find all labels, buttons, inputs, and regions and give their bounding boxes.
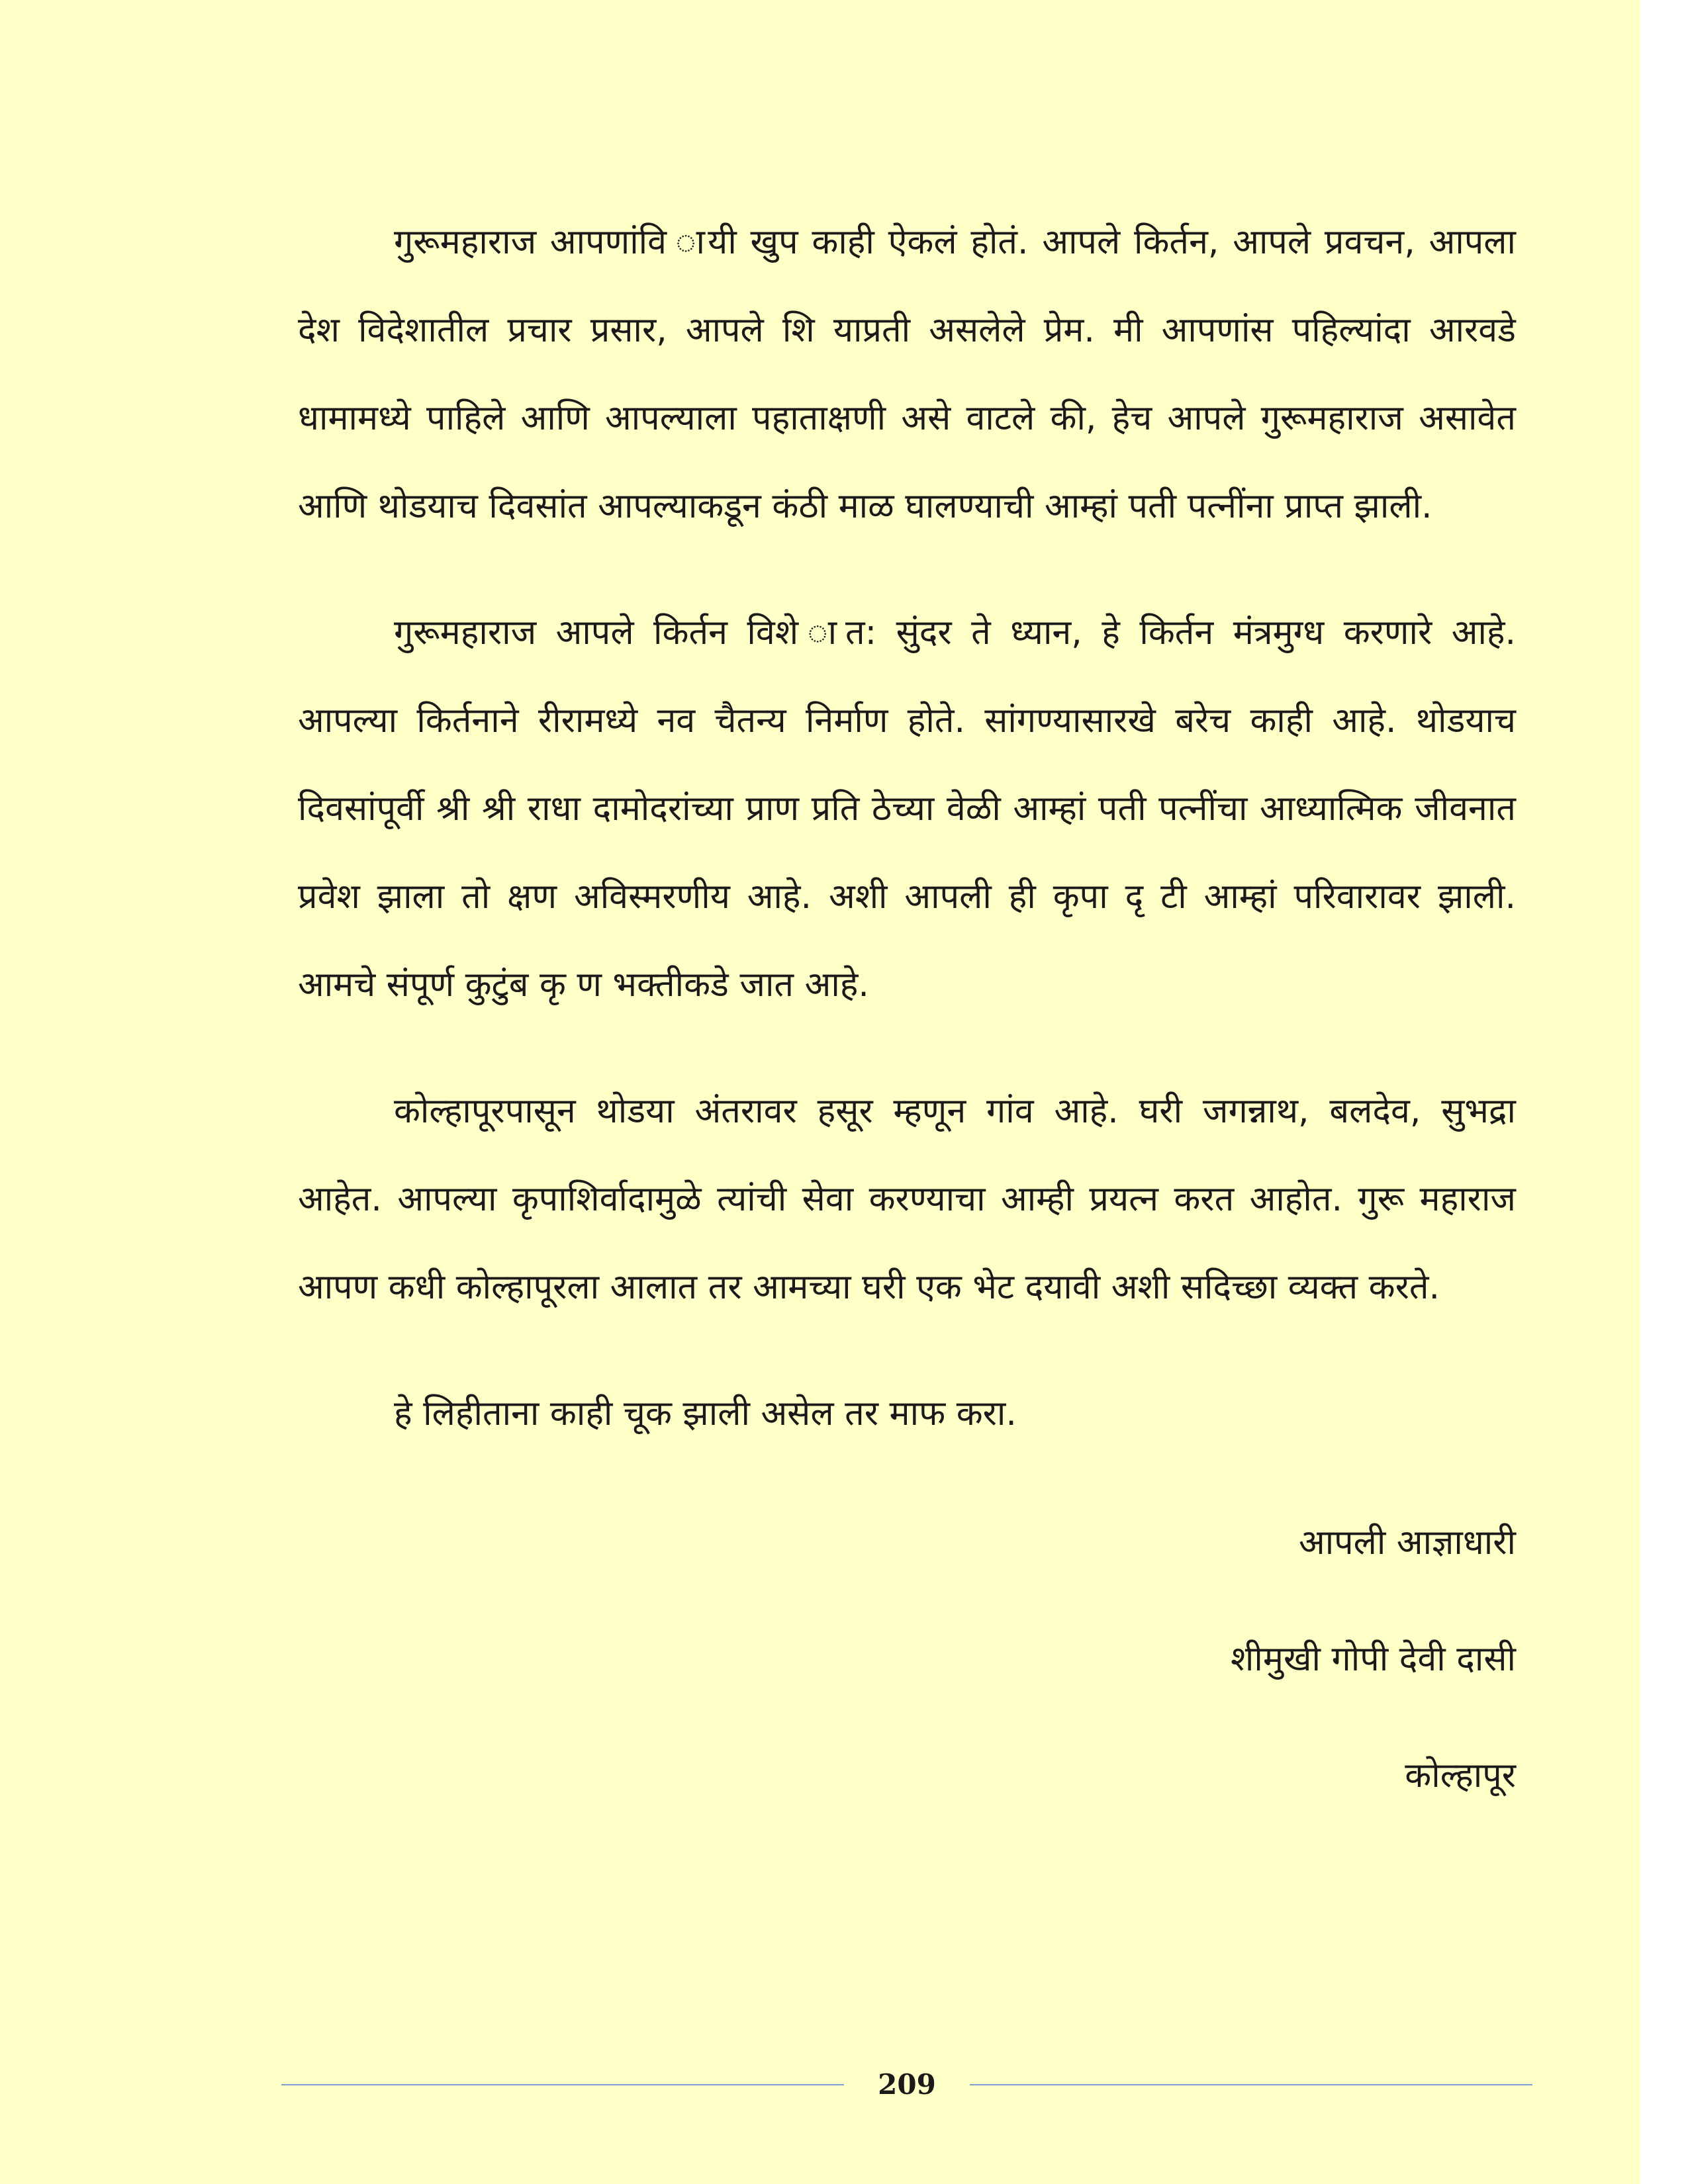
paragraph-2: गुरूमहाराज आपले किर्तन विशे ात: सुंदर ते ध्यान, हे किर्तन मंत्रमुग्ध करणारे आहे. आपल्या किर्तनाने रीरामध्ये नव चैतन्य निर्माण होते. सांगण्यासारखे बरेच काही आहे. थोडयाच दिवसांपूर्वी श्री श्री राधा दामोदरांच्या प्राण प्रति ठेच्या वेळी आम्हां पती पत्नींचा आध्यात्मिक जीवनात प्रवेश झाला तो क्षण अविस्मरणीय आहे. अशी आपली ही कृपा दृ टी आम्हां परिवारावर झाली. आमचे संपूर्ण कुटुंब कृ ण भक्तीकडे जात आहे. [298, 613, 1516, 1005]
footer-rule-right [970, 2084, 1532, 2085]
signature-place: कोल्हापूर [1405, 1756, 1516, 1796]
signature-closing: आपली आज्ञाधारी [1298, 1523, 1516, 1563]
right-margin [1640, 0, 1688, 2184]
paragraph-4: हे लिहीताना काही चूक झाली असेल तर माफ करा. [394, 1394, 1017, 1433]
footer-rule-left [281, 2084, 844, 2085]
paragraph-3: कोल्हापूरपासून थोडया अंतरावर हसूर म्हणून गांव आहे. घरी जगन्नाथ, बलदेव, सुभद्रा आहेत. आपल्या कृपाशिर्वादामुळे त्यांची सेवा करण्याचा आम्ही प्रयत्न करत आहोत. गुरू महाराज आपण कधी कोल्हापूरला आलात तर आमच्या घरी एक भेट दयावी अशी सदिच्छा व्यक्त करते. [298, 1091, 1516, 1307]
page-number: 209 [878, 2068, 936, 2101]
signature-block [298, 1484, 1516, 1834]
letter-body [298, 199, 1516, 1834]
paragraph-1: गुरूमहाराज आपणांवि ायी खुप काही ऐकलं होतं. आपले किर्तन, आपले प्रवचन, आपला देश विदेशातील प्रचार प्रसार, आपले शि याप्रती असलेले प्रेम. मी आपणांस पहिल्यांदा आरवडे धामामध्ये पाहिले आणि आपल्याला पहाताक्षणी असे वाटले की, हेच आपले गुरूमहाराज असावेत आणि थोडयाच दिवसांत आपल्याकडून कंठी माळ घालण्याची आम्हां पती पत्नींना प्राप्त झाली. [298, 222, 1516, 526]
signature-name: शीमुखी गोपी देवी दासी [1231, 1639, 1516, 1679]
page-footer [281, 2065, 1532, 2105]
